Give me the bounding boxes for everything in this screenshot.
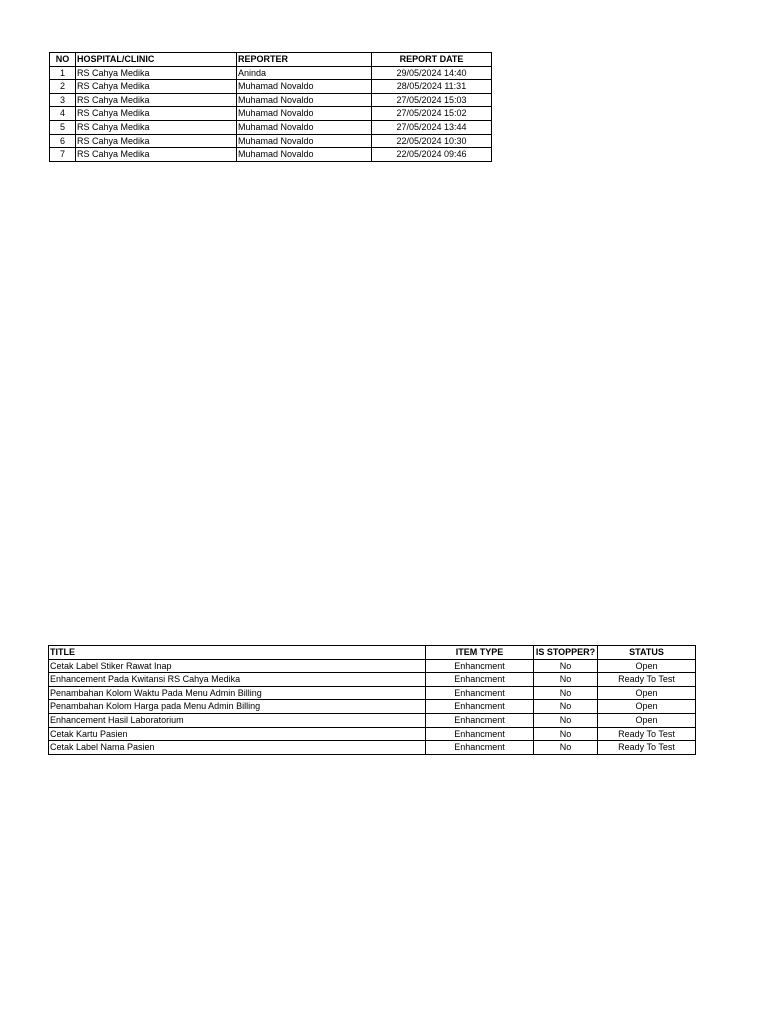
cell-no: 5 [50,120,76,134]
cell-title: Cetak Kartu Pasien [49,727,426,741]
cell-hospital: RS Cahya Medika [76,107,237,121]
cell-report-date: 22/05/2024 10:30 [372,134,492,148]
issue-table [48,645,696,755]
cell-item-type: Enhancment [426,673,534,687]
cell-reporter: Muhamad Novaldo [237,80,372,94]
table-row [50,66,492,80]
cell-is-stopper: No [534,741,598,755]
cell-report-date: 22/05/2024 09:46 [372,148,492,162]
header-is-stopper: IS STOPPER? [534,646,598,660]
table-row [50,148,492,162]
cell-item-type: Enhancment [426,727,534,741]
cell-status: Open [598,700,696,714]
cell-reporter: Aninda [237,66,372,80]
cell-is-stopper: No [534,659,598,673]
cell-hospital: RS Cahya Medika [76,134,237,148]
cell-title: Penambahan Kolom Harga pada Menu Admin Billing [49,700,426,714]
cell-status: Open [598,686,696,700]
table-header-row [50,53,492,67]
cell-status: Ready To Test [598,741,696,755]
cell-item-type: Enhancment [426,659,534,673]
cell-item-type: Enhancment [426,700,534,714]
table-row [49,659,696,673]
cell-no: 2 [50,80,76,94]
cell-title: Enhancement Pada Kwitansi RS Cahya Medika [49,673,426,687]
cell-is-stopper: No [534,673,598,687]
cell-title: Enhancement Hasil Laboratorium [49,713,426,727]
cell-status: Ready To Test [598,673,696,687]
cell-item-type: Enhancment [426,686,534,700]
cell-hospital: RS Cahya Medika [76,66,237,80]
cell-status: Open [598,713,696,727]
table-header-row [49,646,696,660]
header-report-date: REPORT DATE [372,53,492,67]
table-row [49,713,696,727]
header-status: STATUS [598,646,696,660]
cell-report-date: 29/05/2024 14:40 [372,66,492,80]
cell-hospital: RS Cahya Medika [76,120,237,134]
cell-no: 6 [50,134,76,148]
table-row [50,107,492,121]
cell-is-stopper: No [534,700,598,714]
header-title: TITLE [49,646,426,660]
cell-is-stopper: No [534,727,598,741]
cell-no: 4 [50,107,76,121]
table-row [50,93,492,107]
cell-hospital: RS Cahya Medika [76,148,237,162]
cell-report-date: 28/05/2024 11:31 [372,80,492,94]
cell-no: 3 [50,93,76,107]
cell-report-date: 27/05/2024 15:02 [372,107,492,121]
cell-is-stopper: No [534,713,598,727]
header-no: NO [50,53,76,67]
table-row [49,673,696,687]
cell-title: Cetak Label Nama Pasien [49,741,426,755]
cell-reporter: Muhamad Novaldo [237,134,372,148]
cell-reporter: Muhamad Novaldo [237,148,372,162]
cell-hospital: RS Cahya Medika [76,93,237,107]
cell-title: Cetak Label Stiker Rawat Inap [49,659,426,673]
table-row [50,120,492,134]
cell-reporter: Muhamad Novaldo [237,120,372,134]
table-row [49,686,696,700]
cell-reporter: Muhamad Novaldo [237,107,372,121]
header-hospital: HOSPITAL/CLINIC [76,53,237,67]
table-row [50,134,492,148]
cell-report-date: 27/05/2024 15:03 [372,93,492,107]
cell-hospital: RS Cahya Medika [76,80,237,94]
cell-item-type: Enhancment [426,713,534,727]
header-item-type: ITEM TYPE [426,646,534,660]
header-reporter: REPORTER [237,53,372,67]
table-row [49,741,696,755]
cell-is-stopper: No [534,686,598,700]
table-row [49,727,696,741]
cell-report-date: 27/05/2024 13:44 [372,120,492,134]
cell-item-type: Enhancment [426,741,534,755]
cell-no: 1 [50,66,76,80]
cell-reporter: Muhamad Novaldo [237,93,372,107]
cell-title: Penambahan Kolom Waktu Pada Menu Admin Billing [49,686,426,700]
report-table [49,52,492,162]
table-row [49,700,696,714]
cell-status: Open [598,659,696,673]
table-row [50,80,492,94]
cell-status: Ready To Test [598,727,696,741]
cell-no: 7 [50,148,76,162]
